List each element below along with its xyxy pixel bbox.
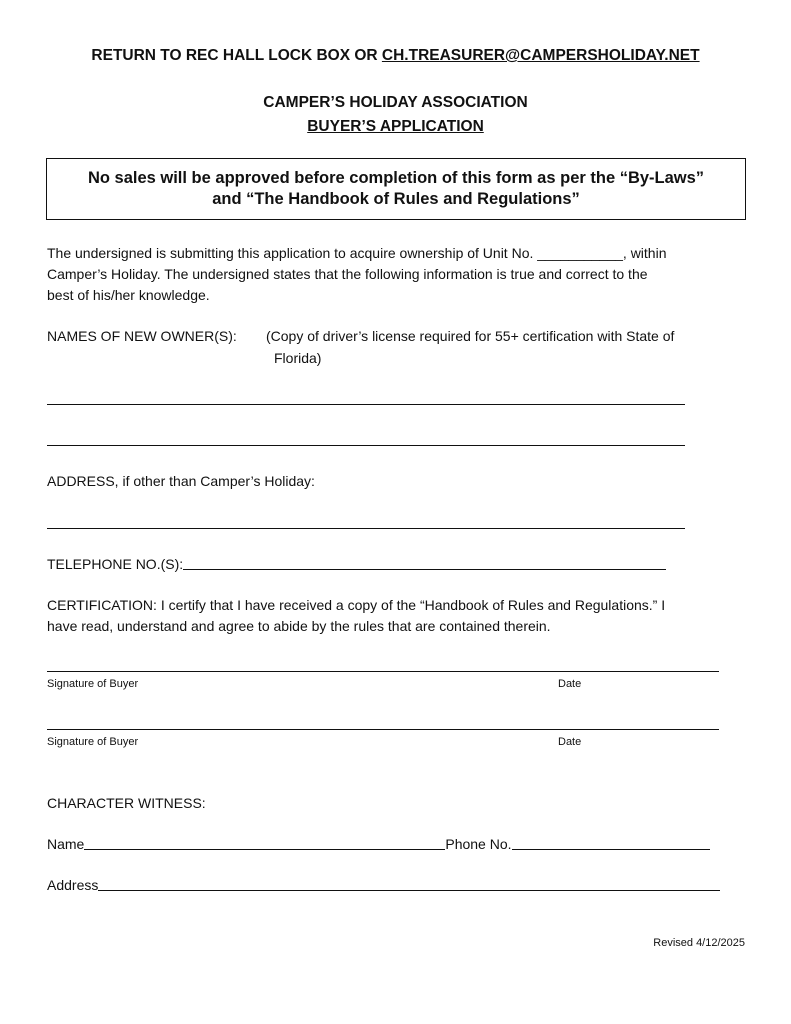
witness-address-label: Address bbox=[47, 877, 99, 893]
organization-name: CAMPER’S HOLIDAY ASSOCIATION bbox=[263, 94, 528, 111]
buyer-signature-field-2[interactable] bbox=[47, 729, 719, 730]
date-label-2: Date bbox=[558, 736, 582, 748]
date-label-1: Date bbox=[558, 678, 582, 690]
witness-name-label: Name bbox=[47, 836, 85, 852]
witness-phone-label: Phone No. bbox=[445, 836, 512, 852]
owners-note-line-2: Florida) bbox=[274, 350, 322, 366]
intro-paragraph bbox=[47, 243, 667, 306]
certification-line-1: CERTIFICATION: I certify that I have received a copy of the “Handbook of Rules and Regulations.” I bbox=[47, 597, 666, 613]
treasurer-email-link[interactable]: CH.TREASURER@CAMPERSHOLIDAY.NET bbox=[381, 47, 700, 64]
telephone-label: TELEPHONE NO.(S): bbox=[47, 556, 184, 572]
witness-heading: CHARACTER WITNESS: bbox=[47, 795, 206, 811]
owners-label: NAMES OF NEW OWNER(S): bbox=[47, 328, 237, 344]
owner-name-field-1[interactable] bbox=[47, 404, 685, 405]
return-instruction-text: RETURN TO REC HALL LOCK BOX OR bbox=[91, 47, 382, 64]
intro-line-3: best of his/her knowledge. bbox=[47, 287, 210, 303]
notice-line-1: No sales will be approved before completion of this form as per the “By-Laws” bbox=[87, 169, 705, 187]
witness-address-field[interactable] bbox=[98, 876, 720, 891]
address-label: ADDRESS, if other than Camper’s Holiday: bbox=[47, 473, 315, 489]
address-field[interactable] bbox=[47, 528, 685, 529]
form-title: BUYER’S APPLICATION bbox=[307, 118, 484, 135]
buyer-signature-field-1[interactable] bbox=[47, 671, 719, 672]
notice-line-2: and “The Handbook of Rules and Regulations” bbox=[212, 190, 580, 208]
return-instruction bbox=[0, 47, 791, 65]
witness-name-row bbox=[47, 835, 710, 852]
certification-line-2: have read, understand and agree to abide by the rules that are contained therein. bbox=[47, 618, 551, 634]
notice-box bbox=[46, 158, 746, 220]
telephone-field[interactable] bbox=[183, 555, 666, 570]
owner-name-field-2[interactable] bbox=[47, 445, 685, 446]
revised-date: Revised 4/12/2025 bbox=[653, 937, 745, 949]
certification-paragraph bbox=[47, 595, 665, 637]
owners-note-line-1: (Copy of driver’s license required for 55+ certification with State of bbox=[266, 328, 675, 344]
intro-line-1: The undersigned is submitting this application to acquire ownership of Unit No. ___________, within bbox=[47, 245, 667, 261]
signature-label-1: Signature of Buyer bbox=[47, 678, 139, 690]
witness-address-row bbox=[47, 876, 720, 893]
witness-name-field[interactable] bbox=[84, 835, 445, 850]
telephone-row bbox=[47, 555, 666, 572]
intro-line-2: Camper’s Holiday. The undersigned states that the following information is true and correct to the bbox=[47, 266, 648, 282]
signature-label-2: Signature of Buyer bbox=[47, 736, 139, 748]
witness-phone-field[interactable] bbox=[512, 835, 710, 850]
